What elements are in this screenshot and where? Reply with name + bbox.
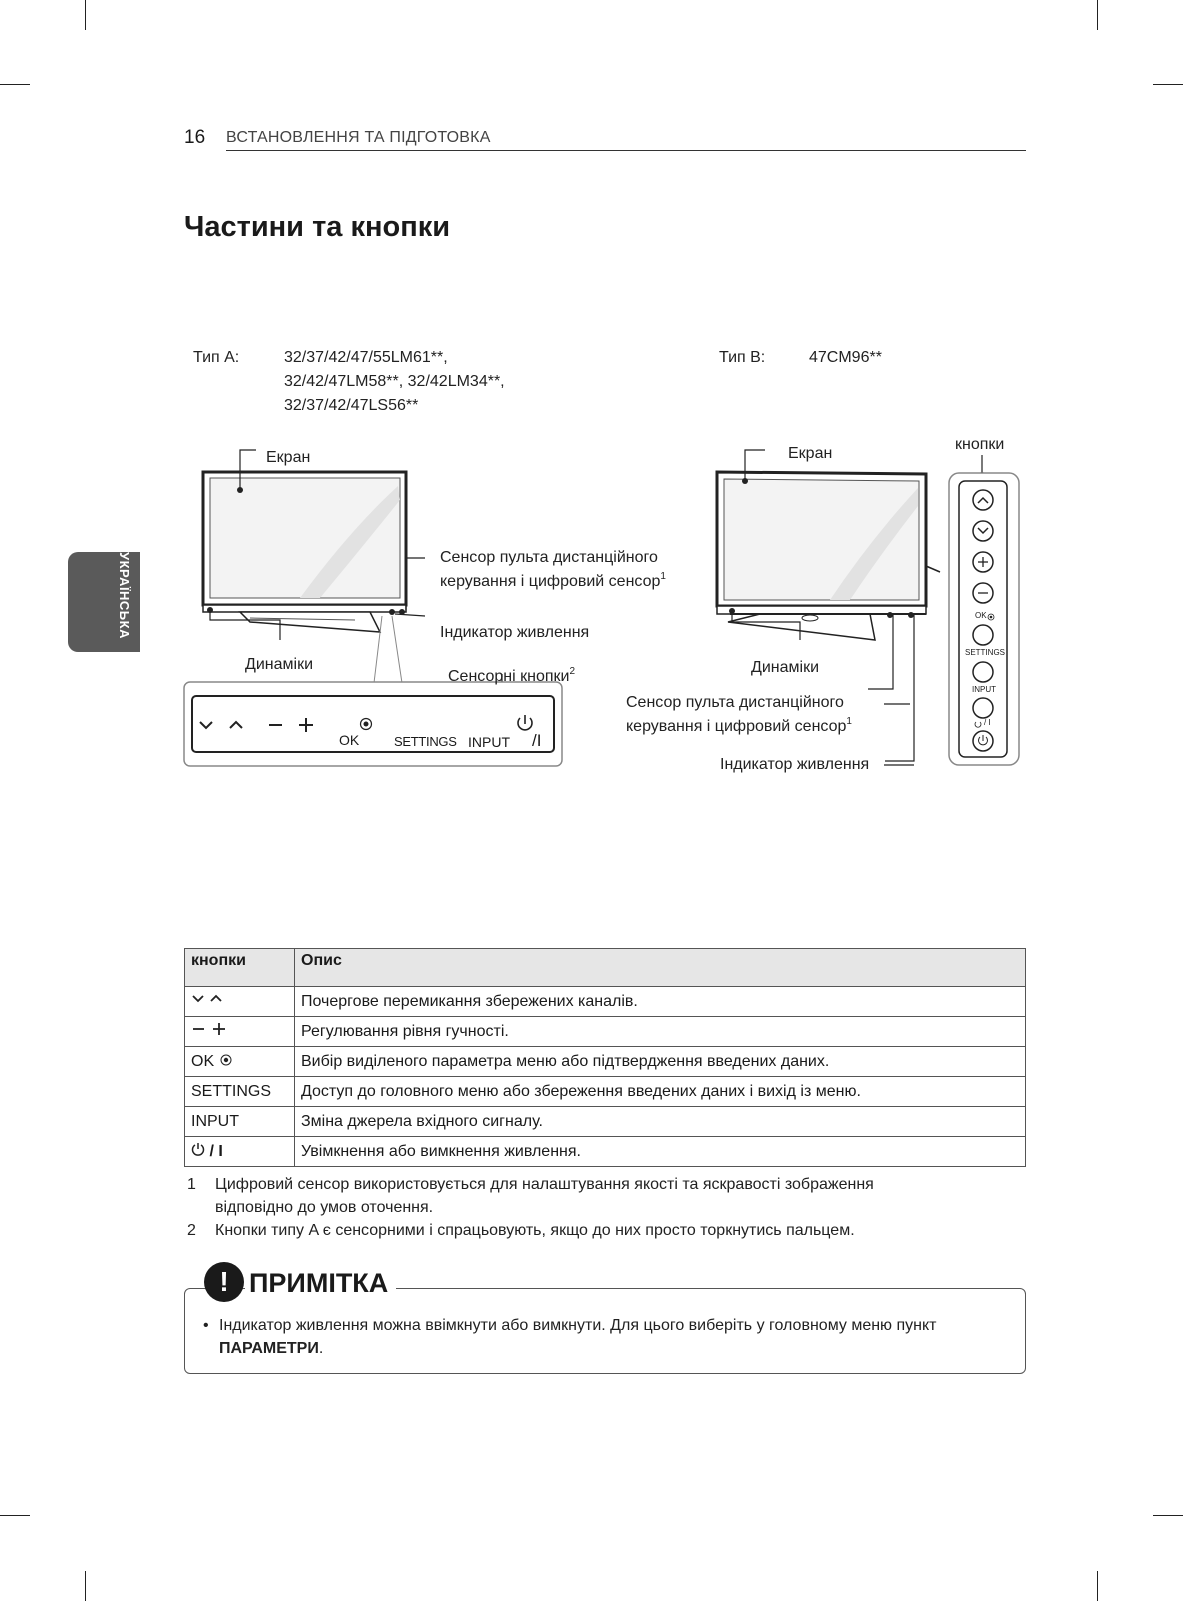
ok-label: OK <box>191 1052 215 1070</box>
crop-mark <box>1153 1515 1183 1516</box>
table-header-buttons: кнопки <box>185 949 295 987</box>
power-icon <box>191 1142 205 1156</box>
footnote-1-line1: Цифровий сенсор використовується для налаштування якості та яскравості зображення <box>215 1176 874 1193</box>
page-title: Частини та кнопки <box>184 211 451 243</box>
tv-b-remote-sensor-line2 <box>626 718 852 736</box>
tv-a-remote-sensor-line1: Сенсор пульта дистанційного <box>440 549 658 566</box>
side-up-button[interactable] <box>973 490 993 510</box>
tv-a-power-indicator-label: Індикатор живлення <box>440 624 590 641</box>
panel-ok-label: OK <box>339 732 360 748</box>
table-cell-desc: Регулювання рівня гучності. <box>295 1017 1026 1047</box>
type-b-label: Тип B: <box>719 349 766 366</box>
side-power-label: / I <box>984 718 991 727</box>
table-cell-desc: Зміна джерела вхідного сигналу. <box>295 1107 1026 1137</box>
footnote-1-line2: відповідно до умов оточення. <box>215 1199 434 1216</box>
tv-b-speakers-label: Динаміки <box>751 659 819 676</box>
table-row <box>185 1017 1026 1047</box>
tv-b-buttons-label: кнопки <box>955 436 1005 453</box>
tv-a-touch-buttons-label <box>448 668 575 686</box>
tv-a-remote-sensor-text: керування і цифровий сенсор <box>440 573 661 590</box>
panel-input-label: INPUT <box>468 734 510 750</box>
tv-b-power-indicator-label: Індикатор живлення <box>720 756 870 773</box>
side-input-label: INPUT <box>972 685 996 694</box>
tv-a-frame <box>203 472 406 632</box>
type-a-model-2: 32/42/47LM58**, 32/42LM34**, <box>284 373 505 390</box>
side-power-button[interactable] <box>973 731 993 751</box>
note-end: . <box>318 1340 324 1357</box>
side-plus-button[interactable] <box>973 552 993 572</box>
header-rule <box>226 150 1026 151</box>
power-label: / I <box>205 1143 223 1160</box>
language-tab-label: УКРАЇНСЬКА <box>117 552 132 639</box>
table-cell-button: INPUT <box>185 1107 295 1137</box>
tv-a-screen-label: Екран <box>266 449 311 466</box>
table-row <box>185 1107 1026 1137</box>
note-bold: ПАРАМЕТРИ <box>219 1340 319 1357</box>
minus-plus-icon <box>191 1022 235 1036</box>
note-bullet: • <box>203 1317 209 1334</box>
table-row <box>185 987 1026 1017</box>
footnote-1-number: 1 <box>187 1176 196 1193</box>
crop-mark <box>0 1515 30 1516</box>
page-number: 16 <box>184 127 206 148</box>
language-tab <box>68 552 140 652</box>
table-cell-button <box>185 1137 295 1167</box>
table-header-row <box>185 949 1026 987</box>
table-cell-desc: Вибір виділеного параметра меню або підтвердження введених даних. <box>295 1047 1026 1077</box>
table-cell-button <box>185 987 295 1017</box>
footnote-ref: 1 <box>660 571 666 582</box>
touch-buttons-text: Сенсорні кнопки <box>448 668 570 685</box>
crop-mark <box>1153 84 1183 85</box>
table-row <box>185 1077 1026 1107</box>
type-b-model: 47CM96** <box>809 349 882 366</box>
side-ok-button[interactable] <box>973 625 993 645</box>
section-title: ВСТАНОВЛЕННЯ ТА ПІДГОТОВКА <box>226 129 491 146</box>
type-a-label: Тип A: <box>193 349 240 366</box>
table-cell-desc: Почергове перемикання збережених каналів. <box>295 987 1026 1017</box>
tv-a-remote-sensor-line2 <box>440 573 666 591</box>
tv-a-speakers-label: Динаміки <box>245 656 313 673</box>
down-up-chevrons-icon <box>191 992 235 1006</box>
table-cell-button <box>185 1047 295 1077</box>
tv-b-callout-lines <box>884 700 944 770</box>
tv-b-screen-label: Екран <box>788 445 833 462</box>
table-cell-desc: Доступ до головного меню або збереження введених даних і вихід із меню. <box>295 1077 1026 1107</box>
footnote-ref: 1 <box>846 716 852 727</box>
crop-mark <box>0 84 30 85</box>
table-cell-desc: Увімкнення або вимкнення живлення. <box>295 1137 1026 1167</box>
crop-mark <box>1097 0 1098 30</box>
table-cell-button <box>185 1017 295 1047</box>
crop-mark <box>85 0 86 30</box>
panel-power-label: /I <box>532 731 542 750</box>
footnote-2-line1: Кнопки типу A є сенсорними і спрацьовують, якщо до них просто торкнутись пальцем. <box>215 1222 855 1239</box>
table-row <box>185 1047 1026 1077</box>
side-down-button[interactable] <box>973 521 993 541</box>
side-minus-button[interactable] <box>973 583 993 603</box>
footnote-ref: 2 <box>569 666 575 677</box>
table-cell-button: SETTINGS <box>185 1077 295 1107</box>
side-settings-label: SETTINGS <box>965 648 1006 657</box>
type-a-model-1: 32/37/42/47/55LM61**, <box>284 349 448 366</box>
ok-dot-icon <box>219 1054 233 1066</box>
side-input-button[interactable] <box>973 698 993 718</box>
tv-b-remote-sensor-text: керування і цифровий сенсор <box>626 718 847 735</box>
side-ok-label: OK <box>975 611 987 620</box>
footnote-2-number: 2 <box>187 1222 196 1239</box>
crop-mark <box>1097 1571 1098 1601</box>
type-a-model-3: 32/37/42/47LS56** <box>284 397 419 414</box>
tv-b-remote-sensor-line1: Сенсор пульта дистанційного <box>626 694 844 711</box>
note-text-line2 <box>219 1340 323 1358</box>
panel-settings-label: SETTINGS <box>394 734 457 749</box>
note-title: ПРИМІТКА <box>245 1268 396 1299</box>
side-settings-button[interactable] <box>973 662 993 682</box>
exclamation-icon: ! <box>204 1262 244 1302</box>
table-header-description: Опис <box>295 949 1026 987</box>
note-text: Індикатор живлення можна ввімкнути або вимкнути. Для цього виберіть у головному меню пункт <box>219 1317 937 1334</box>
table-row <box>185 1137 1026 1167</box>
buttons-table <box>184 948 1026 1167</box>
crop-mark <box>85 1571 86 1601</box>
tv-b-frame <box>717 472 940 640</box>
